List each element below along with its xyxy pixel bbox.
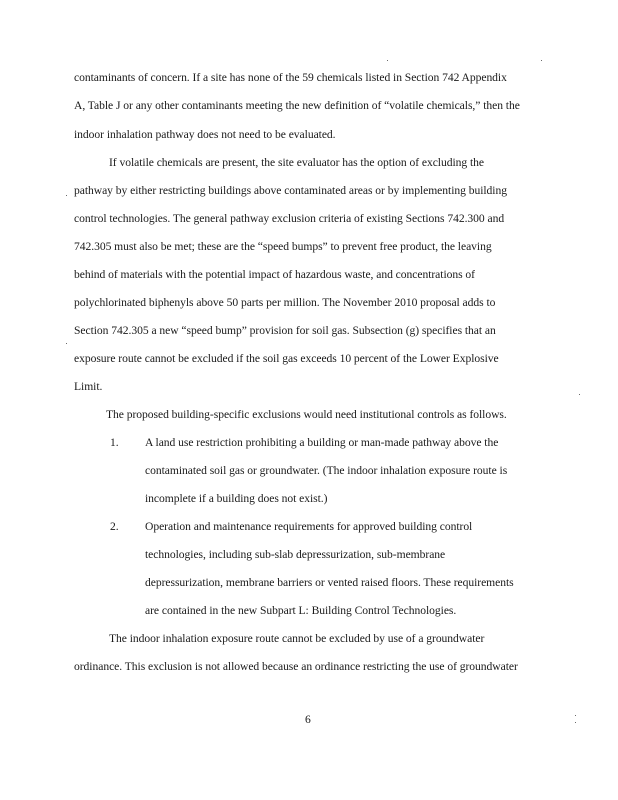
text-line: polychlorinated biphenyls above 50 parts per million. The November 2010 proposal adds to [74, 296, 496, 309]
text-line: exposure route cannot be excluded if the soil gas exceeds 10 percent of the Lower Explosive [74, 352, 499, 365]
scan-speck [66, 195, 67, 196]
text-line: depressurization, membrane barriers or vented raised floors. These requirements [145, 576, 514, 589]
scan-speck [579, 394, 580, 395]
text-line: control technologies. The general pathway exclusion criteria of existing Sections 742.300 and [74, 212, 505, 225]
scan-speck [541, 60, 542, 61]
text-line: are contained in the new Subpart L: Building Control Technologies. [145, 604, 457, 617]
text-line: behind of materials with the potential impact of hazardous waste, and concentrations of [74, 268, 475, 281]
list-item-number: 1. [110, 436, 119, 449]
text-line: pathway by either restricting buildings above contaminated areas or by implementing building [74, 184, 507, 197]
text-line: Operation and maintenance requirements for approved building control [145, 520, 473, 533]
page-number: 6 [305, 713, 311, 726]
scan-speck [66, 343, 67, 344]
text-line: If volatile chemicals are present, the site evaluator has the option of excluding the [109, 156, 484, 169]
list-item-number: 2. [110, 520, 119, 533]
text-line: contaminants of concern. If a site has none of the 59 chemicals listed in Section 742 Appendix [74, 71, 507, 84]
text-line: technologies, including sub-slab depressurization, sub-membrane [145, 548, 446, 561]
text-line: The indoor inhalation exposure route cannot be excluded by use of a groundwater [109, 632, 485, 645]
text-line: contaminated soil gas or groundwater. (The indoor inhalation exposure route is [145, 464, 508, 477]
scan-speck [575, 715, 576, 716]
text-line: Limit. [74, 380, 103, 393]
text-line: 742.305 must also be met; these are the “speed bumps” to prevent free product, the leaving [74, 240, 492, 253]
text-line: incomplete if a building does not exist.) [145, 492, 328, 505]
text-line: The proposed building-specific exclusions would need institutional controls as follows. [106, 408, 507, 421]
text-line: indoor inhalation pathway does not need to be evaluated. [74, 128, 336, 141]
text-line: A, Table J or any other contaminants meeting the new definition of “volatile chemicals,” then the [74, 99, 520, 112]
text-line: ordinance. This exclusion is not allowed because an ordinance restricting the use of groundwater [74, 660, 518, 673]
scan-speck [387, 60, 388, 61]
text-line: Section 742.305 a new “speed bump” provision for soil gas. Subsection (g) specifies that an [74, 324, 496, 337]
scan-speck [575, 722, 576, 723]
text-line: A land use restriction prohibiting a building or man-made pathway above the [145, 436, 499, 449]
